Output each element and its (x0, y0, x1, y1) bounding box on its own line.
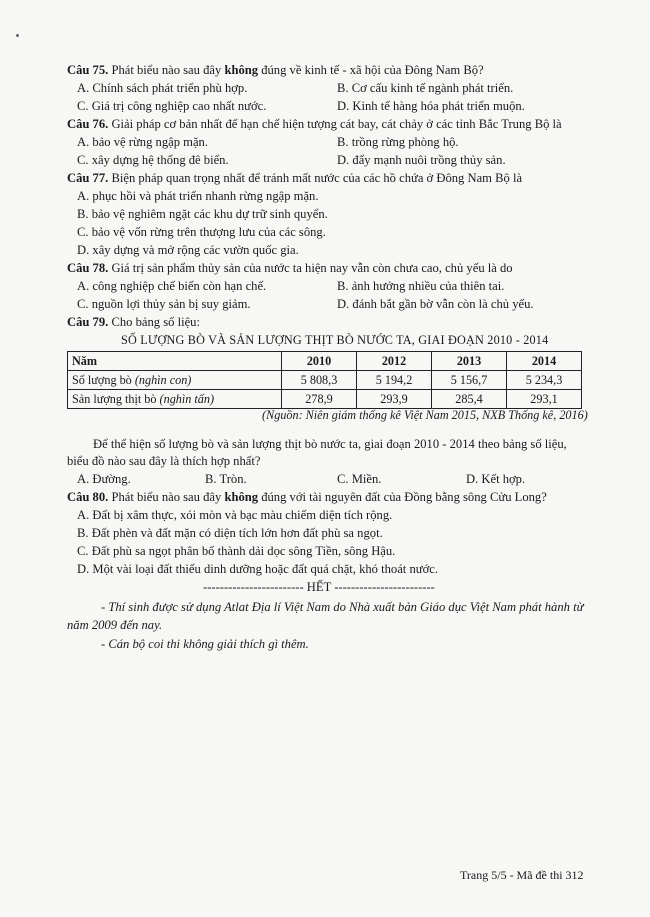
question-77-option-c: C. bảo vệ vốn rừng trên thượng lưu của các sông. (77, 225, 326, 239)
question-80-option-a: A. Đất bị xâm thực, xói mòn và bạc màu chiếm diện tích rộng. (77, 508, 393, 522)
page-footer: Trang 5/5 - Mã đề thi 312 (460, 868, 584, 882)
question-79-stem: Câu 79. Cho bảng số liệu: (67, 315, 200, 329)
table-cell: 293,1 (507, 390, 582, 409)
table-row-label: Sản lượng thịt bò (nghìn tấn) (68, 390, 282, 409)
table-header-row (68, 352, 582, 371)
table-header-cell: 2012 (357, 352, 432, 371)
table-cell: 285,4 (432, 390, 507, 409)
table-row (68, 390, 582, 409)
question-79-prompt-line1: Để thể hiện số lượng bò và sản lượng thịt bò nước ta, giai đoạn 2010 - 2014 theo bảng số liệu, (93, 437, 567, 451)
end-mark: ------------------------ HẾT ------------------------ (203, 580, 435, 594)
question-78-option-a: A. công nghiệp chế biến còn hạn chế. (77, 279, 267, 293)
question-75-option-a: A. Chính sách phát triển phù hợp. (77, 81, 248, 95)
table-row-label: Số lượng bò (nghìn con) (68, 371, 282, 390)
question-76-stem: Câu 76. Giải pháp cơ bản nhất để hạn chế hiện tượng cát bay, cát chảy ở các tỉnh Bắc Trung Bộ là (67, 117, 562, 131)
scan-speck (16, 34, 19, 37)
question-77-option-b: B. bảo vệ nghiêm ngặt các khu dự trữ sinh quyển. (77, 207, 328, 221)
question-79-option-a: A. Đường. (77, 472, 131, 486)
table-cell: 5 156,7 (432, 371, 507, 390)
question-76-option-b: B. trồng rừng phòng hộ. (337, 135, 459, 149)
table-header-cell: 2014 (507, 352, 582, 371)
table-header-cell: Năm (68, 352, 282, 371)
question-75-option-b: B. Cơ cấu kinh tế ngành phát triển. (337, 81, 514, 95)
question-79-prompt-line2: biểu đồ nào sau đây là thích hợp nhất? (67, 454, 261, 468)
question-78-option-d: D. đánh bắt gần bờ vẫn còn là chủ yếu. (337, 297, 534, 311)
question-78-option-c: C. nguồn lợi thủy sản bị suy giảm. (77, 297, 251, 311)
note-proctor: - Cán bộ coi thi không giải thích gì thêm. (101, 637, 309, 651)
question-80-stem: Câu 80. Phát biểu nào sau đây không đúng với tài nguyên đất của Đồng bằng sông Cửu Long? (67, 490, 547, 504)
table-header-cell: 2010 (282, 352, 357, 371)
table-cell: 5 234,3 (507, 371, 582, 390)
question-77-option-d: D. xây dựng và mở rộng các vườn quốc gia. (77, 243, 299, 257)
table-cell: 5 808,3 (282, 371, 357, 390)
table-cell: 293,9 (357, 390, 432, 409)
question-75-option-d: D. Kinh tế hàng hóa phát triển muộn. (337, 99, 525, 113)
table-source: (Nguồn: Niên giám thống kê Việt Nam 2015, NXB Thống kê, 2016) (262, 408, 588, 422)
question-78-stem: Câu 78. Giá trị sản phẩm thủy sản của nước ta hiện nay vẫn còn chưa cao, chủ yếu là do (67, 261, 513, 275)
question-76-option-a: A. bảo vệ rừng ngập mặn. (77, 135, 208, 149)
table-title: SỐ LƯỢNG BÒ VÀ SẢN LƯỢNG THỊT BÒ NƯỚC TA, GIAI ĐOẠN 2010 - 2014 (121, 333, 549, 347)
question-76-option-c: C. xây dựng hệ thống đê biển. (77, 153, 229, 167)
table-header-cell: 2013 (432, 352, 507, 371)
table-cell: 278,9 (282, 390, 357, 409)
question-75-stem: Câu 75. Phát biểu nào sau đây không đúng về kinh tế - xã hội của Đông Nam Bộ? (67, 63, 484, 77)
table-row (68, 371, 582, 390)
question-75-option-c: C. Giá trị công nghiệp cao nhất nước. (77, 99, 267, 113)
question-number: Câu 75. (67, 63, 109, 77)
question-78-option-b: B. ảnh hưởng nhiều của thiên tai. (337, 279, 505, 293)
data-table (67, 351, 582, 409)
question-77-option-a: A. phục hồi và phát triển nhanh rừng ngập mặn. (77, 189, 319, 203)
question-80-option-b: B. Đất phèn và đất mặn có diện tích lớn hơn đất phù sa ngọt. (77, 526, 383, 540)
question-79-option-c: C. Miền. (337, 472, 382, 486)
note-atlat-line2: năm 2009 đến nay. (67, 618, 163, 632)
question-79-option-b: B. Tròn. (205, 472, 247, 486)
question-80-option-c: C. Đất phù sa ngọt phân bố thành dải dọc sông Tiền, sông Hậu. (77, 544, 396, 558)
question-80-option-d: D. Một vài loại đất thiếu dinh dưỡng hoặc đất quá chặt, khó thoát nước. (77, 562, 438, 576)
table-cell: 5 194,2 (357, 371, 432, 390)
question-79-option-d: D. Kết hợp. (466, 472, 526, 486)
note-atlat-line1: - Thí sinh được sử dụng Atlat Địa lí Việt Nam do Nhà xuất bản Giáo dục Việt Nam phát hành từ (101, 600, 584, 614)
question-76-option-d: D. đẩy mạnh nuôi trồng thủy sản. (337, 153, 506, 167)
question-77-stem: Câu 77. Biện pháp quan trọng nhất để tránh mất nước của các hồ chứa ở Đông Nam Bộ là (67, 171, 523, 185)
